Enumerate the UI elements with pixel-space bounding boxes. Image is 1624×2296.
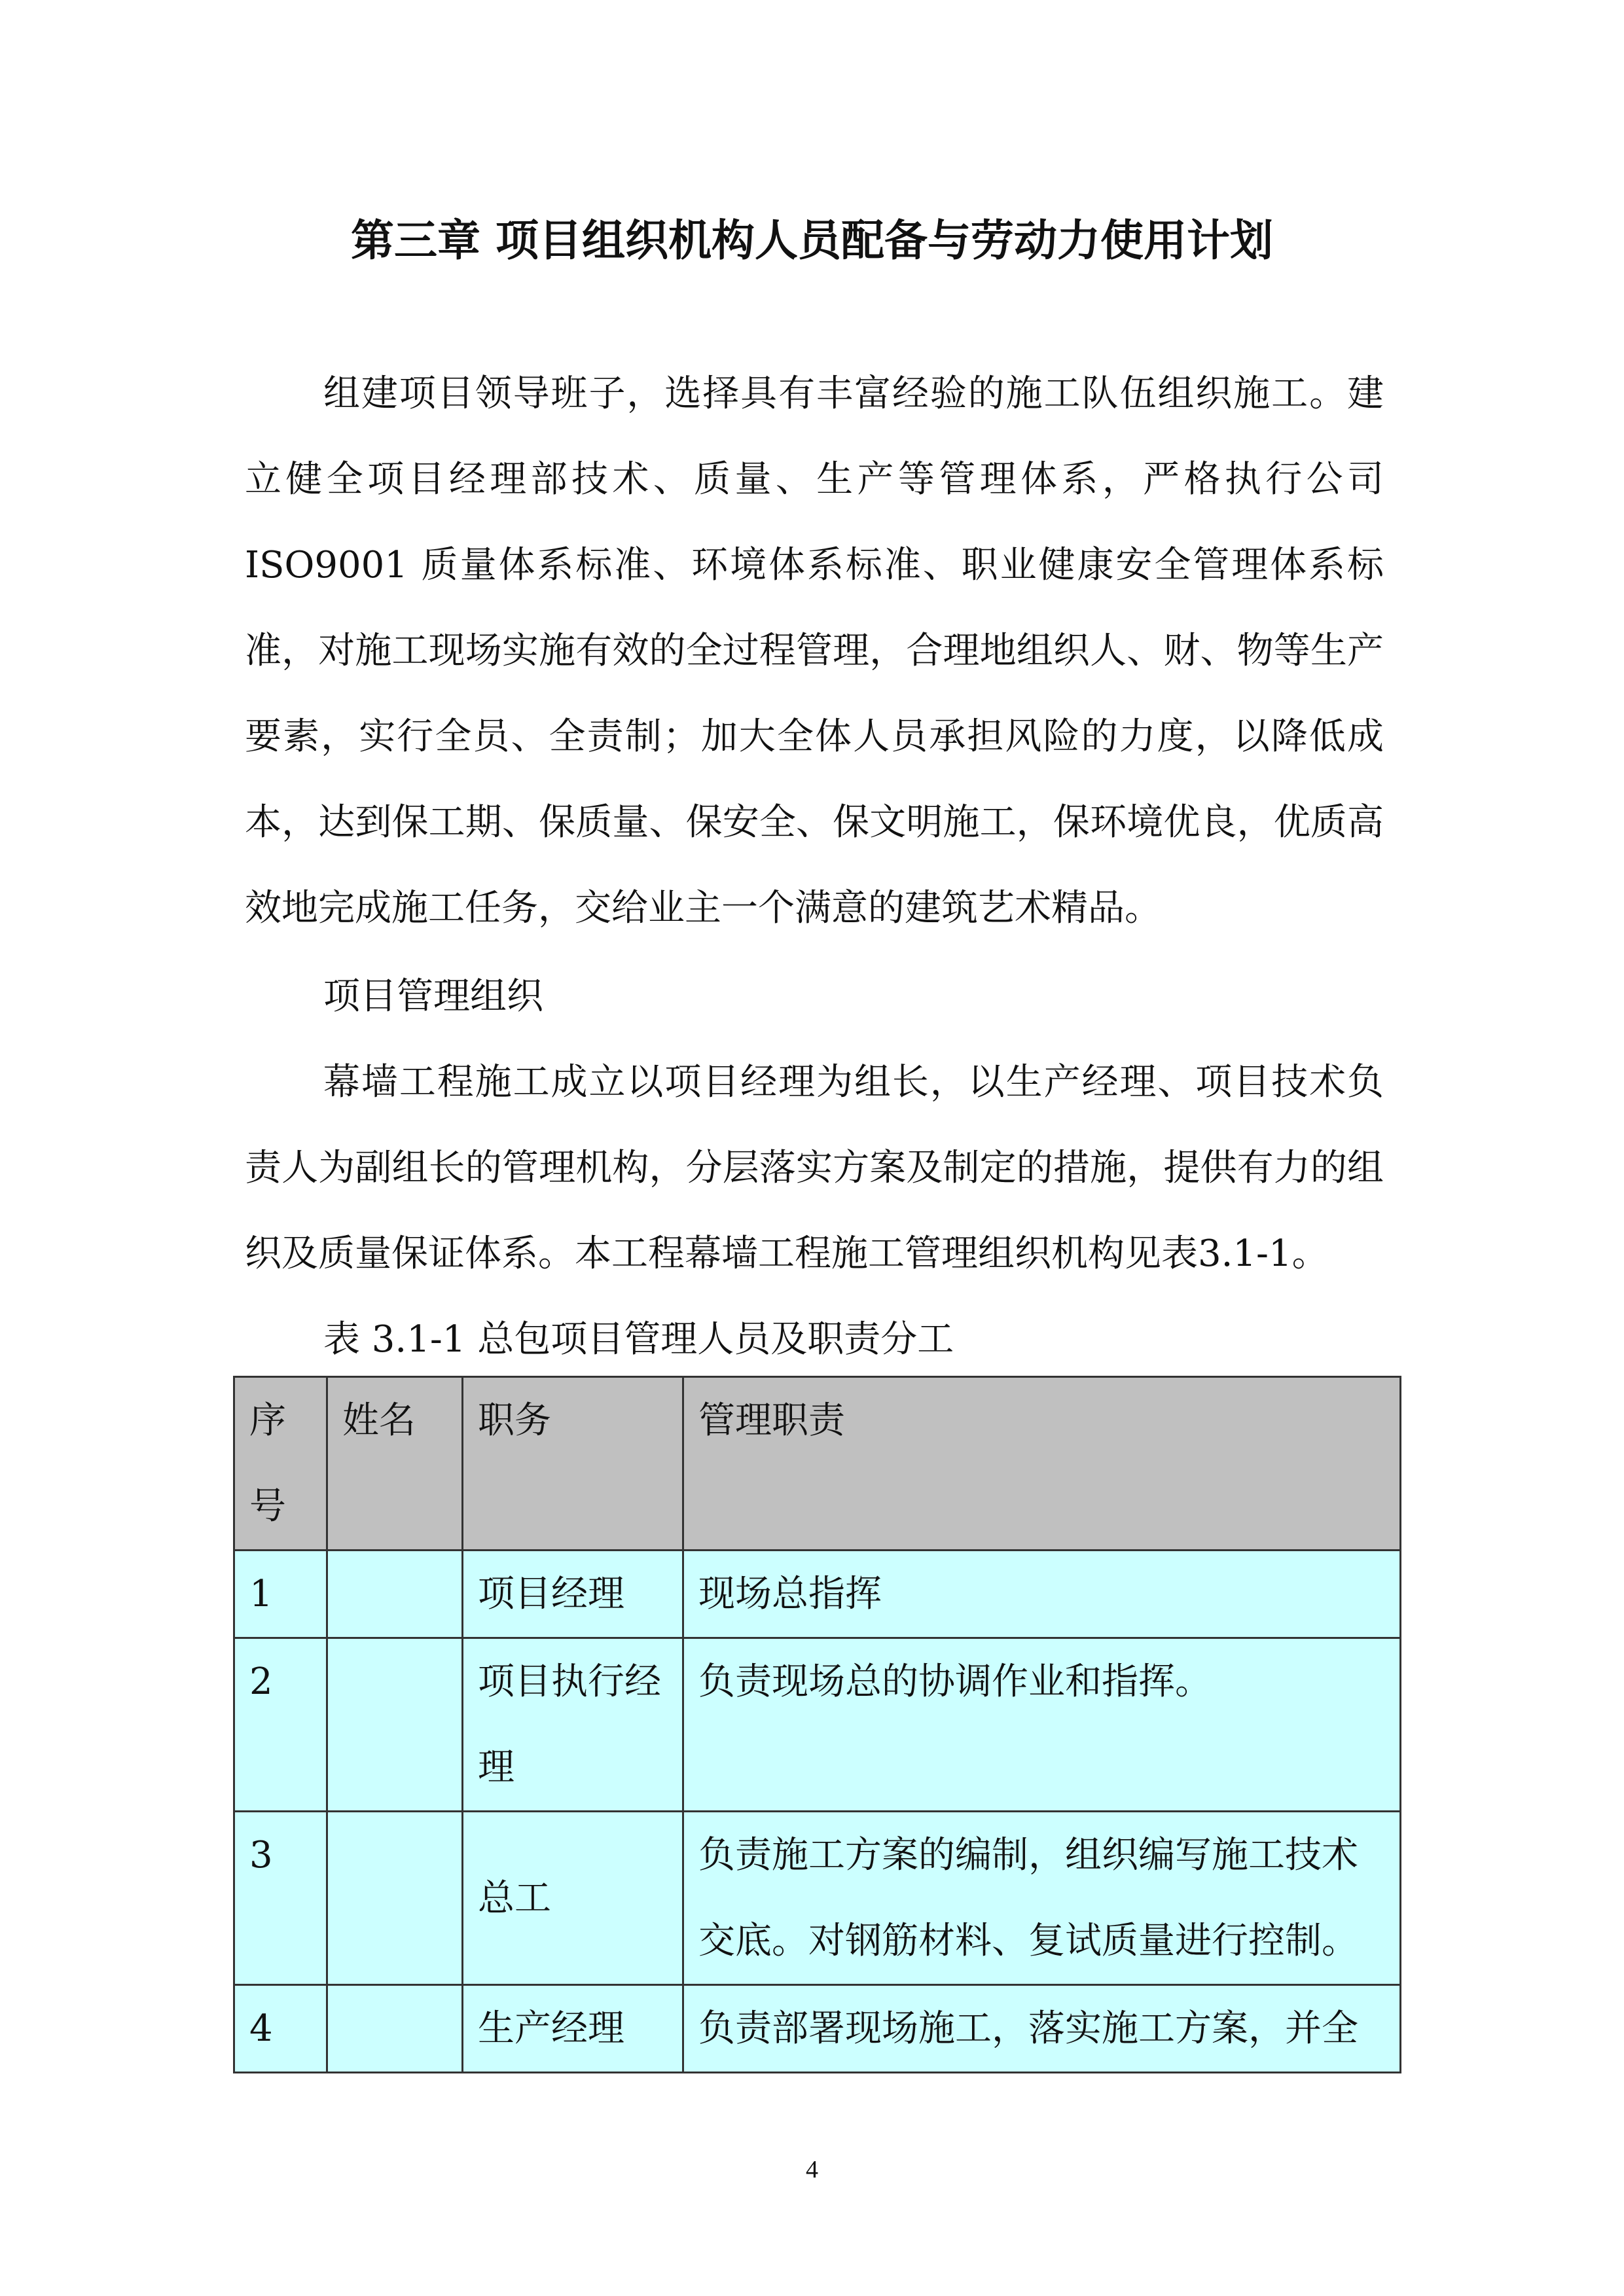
cell-no: 4 (234, 1985, 327, 2073)
table-row (234, 1551, 1401, 1638)
cell-name (327, 1638, 463, 1812)
header-duty: 管理职责 (683, 1377, 1401, 1551)
cell-duty: 负责施工方案的编制，组织编写施工技术交底。对钢筋材料、复试质量进行控制。 (683, 1812, 1401, 1985)
cell-no: 3 (234, 1812, 327, 1985)
page-title: 第三章 项目组织机构人员配备与劳动力使用计划 (351, 215, 1273, 266)
staff-table (233, 1376, 1401, 2073)
cell-role: 生产经理 (463, 1985, 683, 2073)
cell-name (327, 1985, 463, 2073)
header-name: 姓名 (327, 1377, 463, 1551)
cell-duty: 现场总指挥 (683, 1551, 1401, 1638)
table-row (234, 1638, 1401, 1812)
cell-name (327, 1812, 463, 1985)
org-paragraph: 幕墙工程施工成立以项目经理为组长，以生产经理、项目技术负责人为副组长的管理机构，分层落实方案及制定的措施，提供有力的组织及质量保证体系。本工程幕墙工程施工管理组织机构见表3.1-1。 (245, 1061, 1384, 1275)
cell-name (327, 1551, 463, 1638)
page-number: 4 (806, 2156, 818, 2183)
header-role: 职务 (463, 1377, 683, 1551)
table-caption: 表 3.1-1 总包项目管理人员及职责分工 (323, 1318, 954, 1361)
cell-no: 1 (234, 1551, 327, 1638)
table-row (234, 1985, 1401, 2073)
table-row (234, 1812, 1401, 1985)
table-header-row (234, 1377, 1401, 1551)
cell-no: 2 (234, 1638, 327, 1812)
cell-duty: 负责现场总的协调作业和指挥。 (683, 1638, 1401, 1812)
cell-role: 总工 (463, 1812, 683, 1985)
section-heading: 项目管理组织 (323, 975, 543, 1018)
header-no: 序号 (234, 1377, 327, 1551)
cell-role: 项目经理 (463, 1551, 683, 1638)
cell-role: 项目执行经理 (463, 1638, 683, 1812)
cell-duty: 负责部署现场施工，落实施工方案，并全 (683, 1985, 1401, 2073)
intro-paragraph: 组建项目领导班子，选择具有丰富经验的施工队伍组织施工。建立健全项目经理部技术、质量、生产等管理体系，严格执行公司ISO9001 质量体系标准、环境体系标准、职业健康安全管理体系标准，对施工现场实施有效的全过程管理，合理地组织人、财、物等生产要素，实行全员、全责制；加大全体人员承担风险的力度，以降低成本，达到保工期、保质量、保安全、保文明施工，保环境优良，优质高效地完成施工任务，交给业主一个满意的建筑艺术精品。 (245, 372, 1384, 929)
